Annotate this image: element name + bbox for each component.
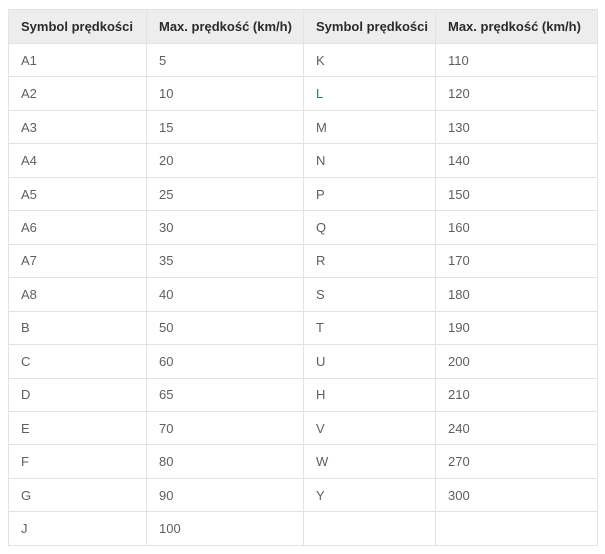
column-header-speed-1: Max. prędkość (km/h) <box>147 10 304 44</box>
speed-cell: 210 <box>436 378 598 411</box>
table-row <box>9 378 598 411</box>
speed-cell: 170 <box>436 244 598 277</box>
speed-cell: 100 <box>147 512 304 546</box>
symbol-cell: E <box>9 411 147 444</box>
table-row <box>9 177 598 210</box>
symbol-cell: Q <box>304 211 436 244</box>
speed-cell: 200 <box>436 345 598 378</box>
symbol-cell: Y <box>304 478 436 511</box>
symbol-cell: A4 <box>9 144 147 177</box>
symbol-cell: A8 <box>9 278 147 311</box>
speed-cell: 240 <box>436 411 598 444</box>
speed-cell <box>436 512 598 546</box>
symbol-cell: V <box>304 411 436 444</box>
symbol-cell: H <box>304 378 436 411</box>
speed-cell: 300 <box>436 478 598 511</box>
speed-cell: 120 <box>436 77 598 110</box>
speed-cell: 10 <box>147 77 304 110</box>
column-header-speed-2: Max. prędkość (km/h) <box>436 10 598 44</box>
symbol-cell: C <box>9 345 147 378</box>
table-row <box>9 411 598 444</box>
symbol-cell: F <box>9 445 147 478</box>
speed-cell: 50 <box>147 311 304 344</box>
symbol-cell: K <box>304 44 436 77</box>
header-row <box>9 10 598 44</box>
symbol-cell: P <box>304 177 436 210</box>
column-header-symbol-2: Symbol prędkości <box>304 10 436 44</box>
speed-cell: 110 <box>436 44 598 77</box>
table-header <box>9 10 598 44</box>
speed-cell: 80 <box>147 445 304 478</box>
speed-cell: 190 <box>436 311 598 344</box>
speed-cell: 180 <box>436 278 598 311</box>
symbol-cell: N <box>304 144 436 177</box>
symbol-cell: W <box>304 445 436 478</box>
speed-cell: 65 <box>147 378 304 411</box>
speed-cell: 160 <box>436 211 598 244</box>
table-row <box>9 278 598 311</box>
symbol-cell: B <box>9 311 147 344</box>
symbol-cell <box>304 77 436 110</box>
table-row <box>9 44 598 77</box>
symbol-cell: U <box>304 345 436 378</box>
speed-symbols-table <box>8 9 598 546</box>
speed-cell: 270 <box>436 445 598 478</box>
table-row <box>9 311 598 344</box>
speed-cell: 60 <box>147 345 304 378</box>
symbol-cell: A6 <box>9 211 147 244</box>
speed-cell: 35 <box>147 244 304 277</box>
table-row <box>9 512 598 546</box>
symbol-cell <box>304 512 436 546</box>
speed-cell: 90 <box>147 478 304 511</box>
symbol-link[interactable]: L <box>316 86 324 102</box>
symbol-cell: A7 <box>9 244 147 277</box>
speed-cell: 30 <box>147 211 304 244</box>
symbol-cell: J <box>9 512 147 546</box>
table-row <box>9 345 598 378</box>
symbol-cell: T <box>304 311 436 344</box>
symbol-cell: A1 <box>9 44 147 77</box>
symbol-cell: A3 <box>9 110 147 143</box>
symbol-cell: A2 <box>9 77 147 110</box>
speed-cell: 15 <box>147 110 304 143</box>
speed-cell: 130 <box>436 110 598 143</box>
table-row <box>9 77 598 110</box>
table-row <box>9 244 598 277</box>
speed-cell: 70 <box>147 411 304 444</box>
table-row <box>9 144 598 177</box>
speed-cell: 20 <box>147 144 304 177</box>
symbol-cell: D <box>9 378 147 411</box>
table-row <box>9 478 598 511</box>
symbol-cell: M <box>304 110 436 143</box>
table-row <box>9 445 598 478</box>
speed-cell: 140 <box>436 144 598 177</box>
table-body <box>9 44 598 546</box>
table-row <box>9 211 598 244</box>
column-header-symbol-1: Symbol prędkości <box>9 10 147 44</box>
symbol-cell: A5 <box>9 177 147 210</box>
symbol-cell: G <box>9 478 147 511</box>
speed-cell: 5 <box>147 44 304 77</box>
speed-cell: 40 <box>147 278 304 311</box>
speed-cell: 25 <box>147 177 304 210</box>
table-row <box>9 110 598 143</box>
symbol-cell: R <box>304 244 436 277</box>
symbol-cell: S <box>304 278 436 311</box>
speed-cell: 150 <box>436 177 598 210</box>
